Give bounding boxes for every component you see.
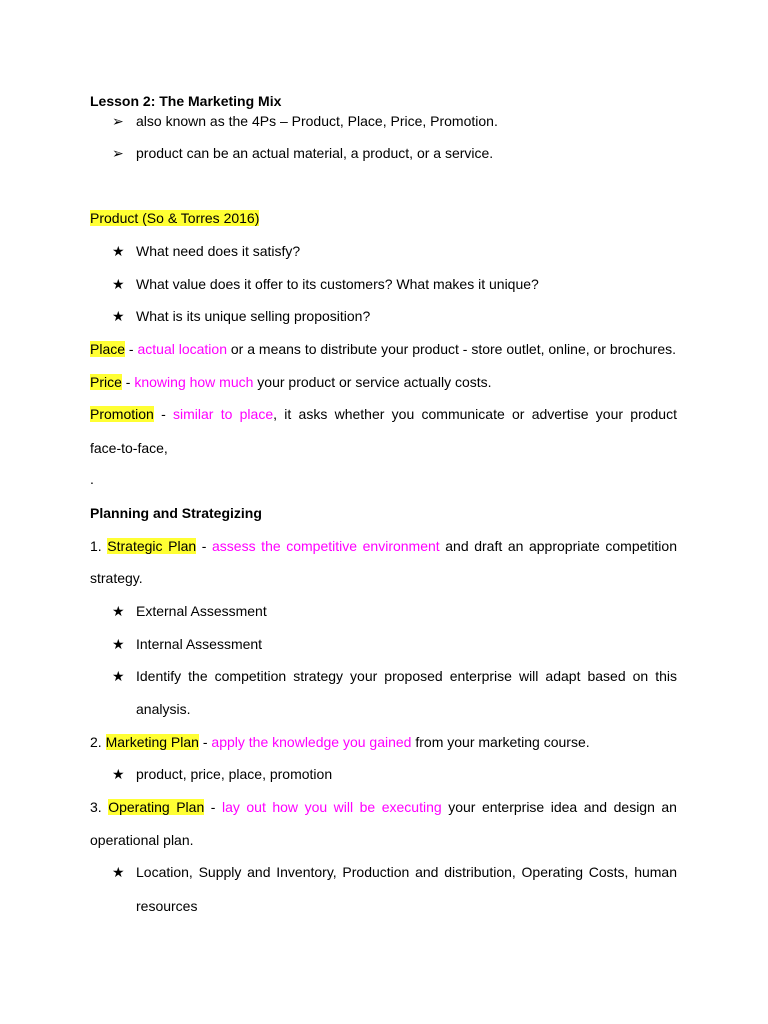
lesson-title: Lesson 2: The Marketing Mix (90, 93, 282, 109)
arrow-item-1: also known as the 4Ps – Product, Place, Price, Promotion. (136, 113, 498, 129)
promotion-rest: , it asks whether you communicate or advertise your product (273, 406, 677, 422)
promotion-definition (90, 405, 677, 423)
planning-heading: Planning and Strategizing (90, 505, 262, 521)
promotion-highlight: similar to place (173, 406, 274, 422)
price-term: Price (90, 374, 122, 390)
strategic-plan-term: Strategic Plan (107, 538, 197, 554)
star-bullet-icon: ★ (112, 243, 125, 259)
star-bullet-icon: ★ (112, 864, 125, 880)
marketing-plan-rest: from your marketing course. (411, 734, 590, 750)
product-question-2: What value does it offer to its customers? What makes it unique? (136, 276, 539, 292)
product-heading (90, 209, 259, 227)
star-bullet-icon: ★ (112, 766, 125, 782)
promotion-term: Promotion (90, 406, 154, 422)
strategic-item-3-line-2: analysis. (136, 701, 191, 717)
list-number: 1. (90, 538, 108, 554)
arrow-item-2: product can be an actual material, a product, or a service. (136, 145, 494, 161)
promotion-line-2: face-to-face, (90, 440, 168, 456)
strategic-plan-definition (90, 537, 677, 555)
place-highlight: actual location (137, 341, 227, 357)
star-bullet-icon: ★ (112, 668, 125, 684)
star-bullet-icon: ★ (112, 308, 125, 324)
star-bullet-icon: ★ (112, 603, 125, 619)
price-highlight: knowing how much (134, 374, 254, 390)
star-bullet-icon: ★ (112, 636, 125, 652)
marketing-item-1: product, price, place, promotion (136, 766, 333, 782)
product-question-1: What need does it satisfy? (136, 243, 301, 259)
marketing-plan-term: Marketing Plan (105, 734, 199, 750)
separator: - (125, 341, 138, 357)
place-term: Place (90, 341, 126, 357)
list-number: 3. (90, 799, 109, 815)
strategic-plan-rest: and draft an appropriate competition (439, 538, 677, 554)
place-definition (90, 340, 676, 358)
marketing-plan-highlight: apply the knowledge you gained (211, 734, 412, 750)
price-rest: your product or service actually costs. (253, 374, 492, 390)
product-question-3: What is its unique selling proposition? (136, 308, 371, 324)
separator: - (121, 374, 135, 390)
separator: - (204, 799, 222, 815)
arrow-bullet-icon: ➢ (112, 145, 124, 161)
marketing-plan-definition (90, 733, 590, 751)
strategic-plan-highlight: assess the competitive environment (212, 538, 440, 554)
separator: - (198, 734, 212, 750)
operating-plan-rest: your enterprise idea and design an (441, 799, 677, 815)
strategic-plan-line-2: strategy. (90, 570, 143, 586)
product-heading-text: Product (So & Torres 2016) (90, 210, 260, 226)
separator: - (196, 538, 213, 554)
strategic-item-3: Identify the competition strategy your proposed enterprise will adapt based on this (136, 668, 677, 684)
list-number: 2. (90, 734, 106, 750)
operating-plan-highlight: lay out how you will be executing (221, 799, 442, 815)
arrow-bullet-icon: ➢ (112, 113, 124, 129)
operating-item-1-line-2: resources (136, 898, 198, 914)
strategic-item-1: External Assessment (136, 603, 267, 619)
price-definition (90, 373, 492, 391)
operating-plan-definition (90, 798, 677, 816)
star-bullet-icon: ★ (112, 276, 125, 292)
separator: - (153, 406, 173, 422)
place-rest: or a means to distribute your product - store outlet, online, or brochures. (227, 341, 677, 357)
stray-dot: . (90, 471, 94, 487)
operating-plan-term: Operating Plan (108, 799, 205, 815)
strategic-item-2: Internal Assessment (136, 636, 263, 652)
operating-plan-line-2: operational plan. (90, 832, 194, 848)
operating-item-1: Location, Supply and Inventory, Production and distribution, Operating Costs, human (136, 864, 677, 880)
